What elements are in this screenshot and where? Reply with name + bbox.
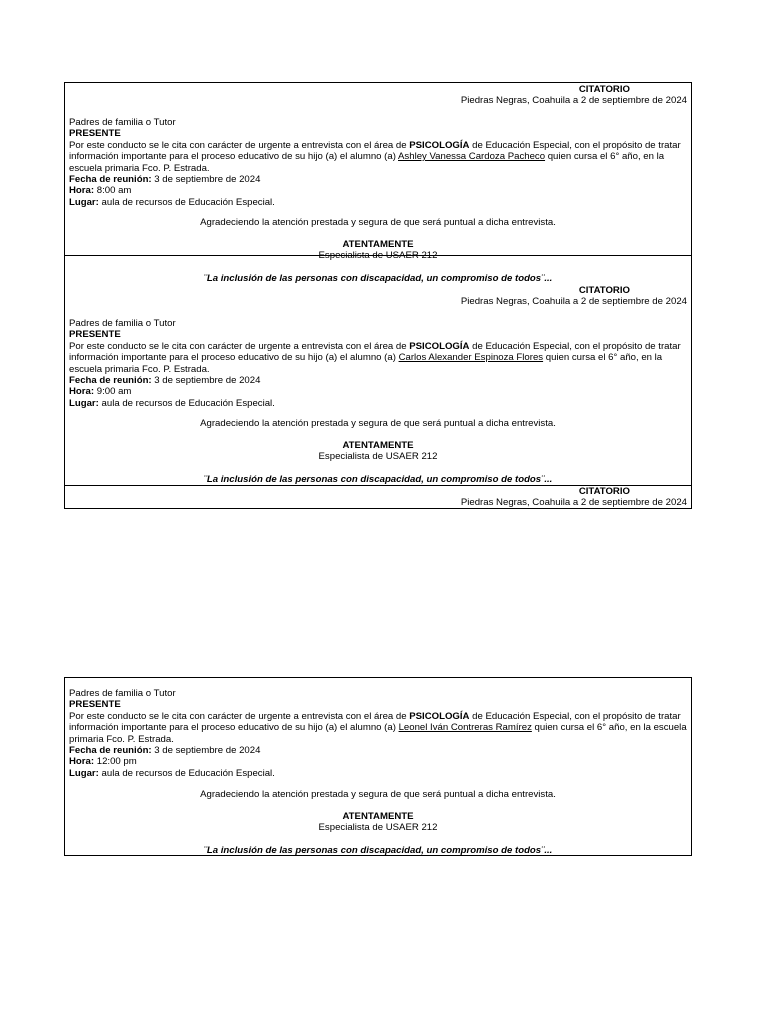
closing-label: ATENTAMENTE (342, 239, 414, 250)
signer: Especialista de USAER 212 (318, 451, 438, 462)
area-name: PSICOLOGÍA (409, 710, 470, 722)
thanks-line: Agradeciendo la atención prestada y segura de que será puntual a dicha entrevista. (200, 217, 556, 228)
recipient: Padres de familia o Tutor (69, 117, 176, 128)
presente-label: PRESENTE (69, 699, 121, 711)
page-2-frame (64, 677, 692, 856)
divider (65, 255, 691, 256)
letter-body (69, 318, 689, 409)
signer: Especialista de USAER 212 (318, 822, 438, 833)
citation-title: CITATORIO (578, 486, 630, 497)
student-name: Leonel Iván Contreras Ramírez (398, 722, 532, 734)
presente-label: PRESENTE (69, 128, 121, 140)
thanks-line: Agradeciendo la atención prestada y segura de que será puntual a dicha entrevista. (200, 789, 556, 800)
area-name: PSICOLOGÍA (409, 340, 470, 352)
place-date: Piedras Negras, Coahuila a 2 de septiembre de 2024 (460, 296, 687, 308)
meeting-time: Hora: 12:00 pm (69, 756, 137, 768)
meeting-place: Lugar: aula de recursos de Educación Especial. (69, 767, 275, 779)
citation-title: CITATORIO (578, 84, 630, 95)
closing-label: ATENTAMENTE (342, 440, 414, 451)
citation-title: CITATORIO (578, 285, 630, 296)
recipient: Padres de familia o Tutor (69, 688, 176, 699)
recipient: Padres de familia o Tutor (69, 318, 176, 329)
meeting-date: Fecha de reunión: 3 de septiembre de 2024 (69, 375, 261, 387)
letter-body (69, 688, 689, 779)
letter-body (69, 117, 689, 208)
meeting-place: Lugar: aula de recursos de Educación Especial. (69, 196, 275, 208)
intro-paragraph: Por este conducto se le cita con carácter de urgente a entrevista con el área de PSICOLOGÍA de Educación Especial, con el propósito de tratar información importante para el proceso educativo de su hijo (a) el alumno (a) Carlos Alexander Espinoza Flores quien cursa el 6° año, en la escuela primaria Fco. P. Estrada. (69, 340, 681, 375)
motto: ¨La inclusión de las personas con discapacidad, un compromiso de todos¨... (203, 474, 553, 485)
meeting-date: Fecha de reunión: 3 de septiembre de 2024 (69, 745, 261, 757)
meeting-time: Hora: 9:00 am (69, 386, 132, 398)
meeting-time: Hora: 8:00 am (69, 185, 132, 197)
intro-paragraph: Por este conducto se le cita con carácter de urgente a entrevista con el área de PSICOLOGÍA de Educación Especial, con el propósito de tratar información importante para el proceso educativo de su hijo (a) el alumno (a) Leonel Iván Contreras Ramírez quien cursa el 6° año, en la escuela primaria Fco. P. Estrada. (69, 710, 687, 745)
thanks-line: Agradeciendo la atención prestada y segura de que será puntual a dicha entrevista. (200, 418, 556, 429)
citation-header (461, 84, 687, 107)
intro-paragraph: Por este conducto se le cita con carácter de urgente a entrevista con el área de PSICOLOGÍA de Educación Especial, con el propósito de tratar información importante para el proceso educativo de su hijo (a) el alumno (a) Ashley Vanessa Cardoza Pacheco quien cursa el 6° año, en la escuela primaria Fco. P. Estrada. (69, 139, 681, 174)
signer: Especialista de USAER 212 (318, 250, 438, 261)
student-name: Carlos Alexander Espinoza Flores (398, 352, 544, 364)
citation-header (461, 486, 687, 509)
motto: ¨La inclusión de las personas con discapacidad, un compromiso de todos¨... (203, 273, 553, 284)
place-date: Piedras Negras, Coahuila a 2 de septiembre de 2024 (460, 497, 687, 509)
closing-label: ATENTAMENTE (342, 811, 414, 822)
meeting-place: Lugar: aula de recursos de Educación Especial. (69, 397, 275, 409)
page-1-frame (64, 82, 692, 509)
presente-label: PRESENTE (69, 329, 121, 341)
citation-header (461, 285, 687, 308)
meeting-date: Fecha de reunión: 3 de septiembre de 2024 (69, 174, 261, 186)
area-name: PSICOLOGÍA (409, 139, 470, 151)
student-name: Ashley Vanessa Cardoza Pacheco (398, 151, 546, 163)
place-date: Piedras Negras, Coahuila a 2 de septiembre de 2024 (460, 95, 687, 107)
motto: ¨La inclusión de las personas con discapacidad, un compromiso de todos¨... (203, 845, 553, 856)
